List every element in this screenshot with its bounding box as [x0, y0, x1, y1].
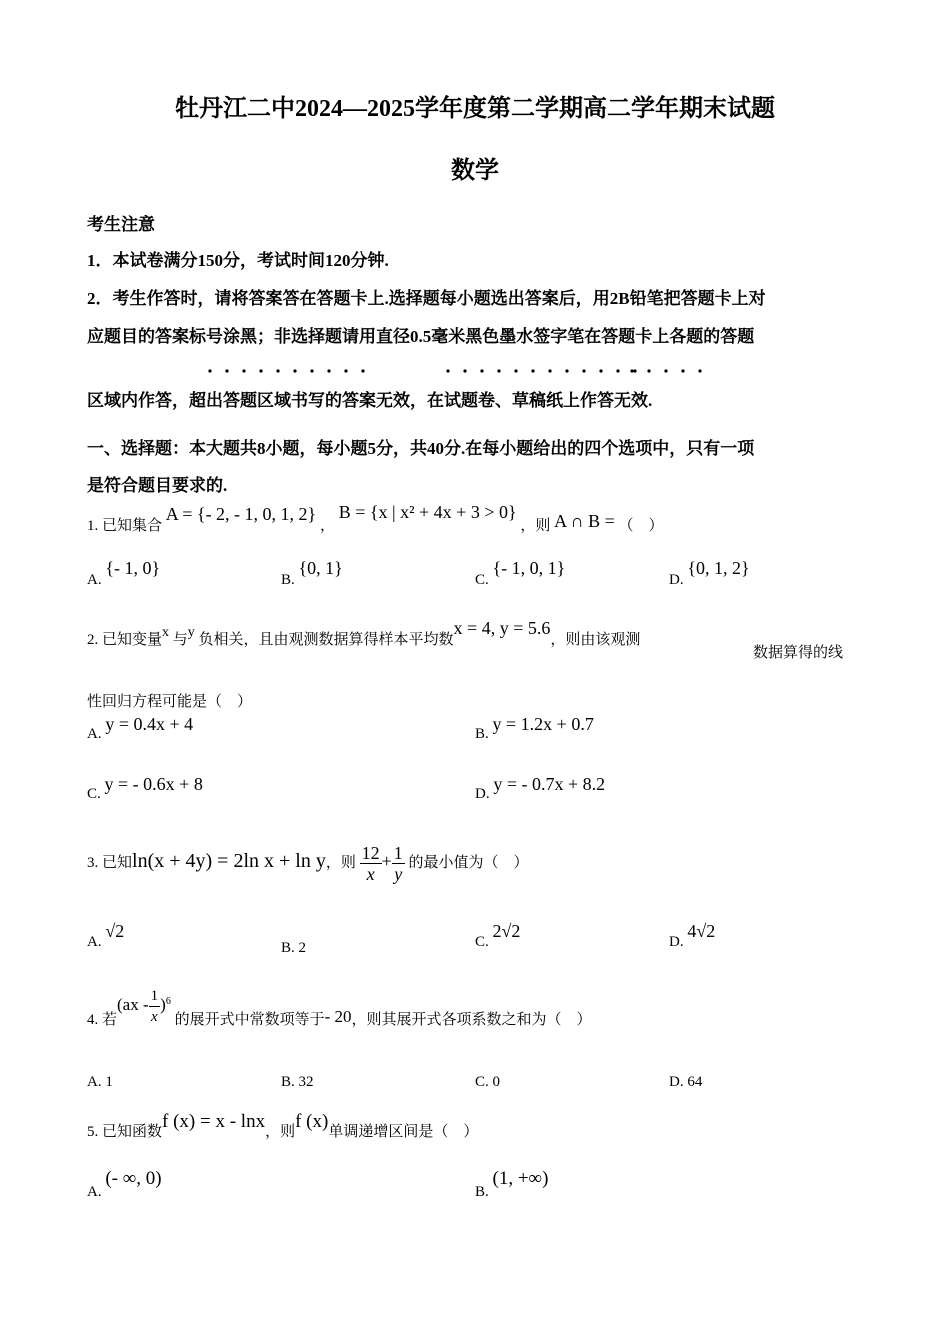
question-1: [87, 502, 664, 535]
option-label: B.: [281, 940, 295, 956]
q5-suffix: 单调递增区间是（ ）: [328, 1124, 479, 1140]
q5-prefix: 5. 已知函数: [87, 1124, 163, 1140]
q3-prefix: 3. 已知: [87, 854, 133, 871]
q5-option-b[interactable]: [475, 1168, 549, 1202]
frac-numerator: 1: [149, 986, 161, 1007]
q5-function: f (x) = x - lnx: [162, 1111, 266, 1132]
q1-set-b: B = {x | x² + 4x + 3 > 0}: [338, 502, 517, 522]
emphasis-dot: [582, 369, 585, 372]
q5-mid: ，则: [265, 1124, 296, 1140]
question-3: [87, 843, 529, 884]
q4-option-a[interactable]: [87, 1074, 113, 1091]
option-label: B.: [281, 1074, 295, 1090]
q3-equation: ln(x + 4y) = 2ln x + ln y: [132, 849, 326, 872]
q2-option-d[interactable]: [475, 774, 606, 803]
emphasis-dot: [565, 369, 568, 372]
emphasis-dot: [633, 369, 636, 372]
option-value: y = - 0.6x + 8: [104, 774, 203, 794]
emphasis-dot: [548, 369, 551, 372]
emphasis-dot: [497, 369, 500, 372]
option-label: C.: [475, 572, 489, 588]
q2-var-x: x: [162, 625, 170, 640]
q3-fraction-1: [360, 843, 382, 884]
option-label: B.: [281, 572, 295, 588]
emphasis-dots: [200, 367, 720, 375]
emphasis-dot: [531, 369, 534, 372]
q3-suffix: 的最小值为（ ）: [408, 854, 529, 871]
q1-option-c[interactable]: [475, 558, 566, 589]
q2-option-b[interactable]: [475, 714, 594, 743]
emphasis-dot: [361, 369, 364, 372]
option-label: A.: [87, 726, 102, 742]
section1-line1: 一、选择题：本大题共8小题，每小题5分，共40分.在每小题给出的四个选项中，只有一项: [87, 439, 755, 458]
q3-fraction-2: [392, 843, 405, 884]
q3-option-a[interactable]: [87, 921, 125, 951]
notice-heading: 考生注意: [87, 215, 155, 234]
option-value: y = - 0.7x + 8.2: [493, 774, 606, 794]
option-label: D.: [669, 1074, 684, 1090]
option-label: C.: [475, 934, 489, 950]
question-2: [87, 618, 641, 649]
q4-prefix: 4. 若: [87, 1011, 118, 1028]
q5-option-a[interactable]: [87, 1168, 162, 1202]
option-label: C.: [475, 1074, 489, 1090]
option-value: {0, 1, 2}: [687, 558, 750, 578]
q1-comma: ，: [319, 518, 335, 534]
frac-denominator: x: [366, 864, 375, 884]
q4-fraction: [149, 986, 161, 1027]
emphasis-dot: [664, 369, 667, 372]
emphasis-dot: [259, 369, 262, 372]
notice-item-2-line3: 区域内作答，超出答题区域书写的答案无效，在试题卷、草稿纸上作答无效.: [87, 391, 653, 410]
frac-denominator: x: [151, 1009, 158, 1025]
q2-option-c[interactable]: [87, 774, 203, 803]
option-label: D.: [475, 786, 490, 802]
q4-power: 6: [165, 995, 171, 1007]
q1-set-a: A = {- 2, - 1, 0, 1, 2}: [165, 504, 317, 524]
q1-option-d[interactable]: [669, 558, 750, 589]
option-label: D.: [669, 934, 684, 950]
frac-denominator: y: [394, 864, 403, 884]
option-label: A.: [87, 572, 102, 588]
option-label: B.: [475, 726, 489, 742]
q5-f: f (x): [295, 1111, 329, 1132]
q1-option-a[interactable]: [87, 558, 161, 589]
q4-option-c[interactable]: [475, 1074, 500, 1091]
q4-value: - 20: [324, 1006, 352, 1026]
option-value: 64: [687, 1074, 703, 1090]
option-value: 1: [105, 1074, 113, 1090]
option-label: B.: [475, 1184, 489, 1200]
notice-item-1: 1．本试卷满分150分，考试时间120分钟.: [87, 251, 389, 270]
emphasis-dot: [599, 369, 602, 372]
q1-mid: ，则: [520, 518, 551, 534]
option-value: {- 1, 0}: [105, 558, 161, 578]
option-value: (- ∞, 0): [105, 1168, 162, 1189]
q3-option-c[interactable]: [475, 921, 521, 951]
q3-option-d[interactable]: [669, 921, 716, 951]
option-value: {0, 1}: [298, 558, 343, 578]
q1-option-b[interactable]: [281, 558, 343, 589]
notice-item-2-line1: 2．考生作答时，请将答案答在答题卡上.选择题每小题选出答案后，用2B铅笔把答题卡上对: [87, 289, 766, 308]
q2-prefix: 2. 已知变量: [87, 632, 163, 648]
q4-suffix: ，则其展开式各项系数之和为（ ）: [351, 1011, 592, 1028]
frac-numerator: 1: [393, 843, 403, 863]
emphasis-dot: [208, 369, 211, 372]
q4-option-b[interactable]: [281, 1074, 314, 1091]
q4-text: 的展开式中常数项等于: [174, 1011, 325, 1028]
exam-title: 牡丹江二中2024—2025学年度第二学期高二学年期末试题: [175, 96, 775, 122]
emphasis-dot: [463, 369, 466, 372]
option-value: 2√2: [492, 921, 521, 941]
q4-option-d[interactable]: [669, 1074, 702, 1091]
q4-expr-left: (ax -: [117, 994, 149, 1014]
q2-text1: 负相关，且由观测数据算得样本平均数: [198, 632, 454, 648]
emphasis-dot: [616, 369, 619, 372]
q4-expr-right: ): [160, 994, 166, 1014]
option-value: 0: [492, 1074, 501, 1090]
question-5: [87, 1111, 479, 1142]
emphasis-dot: [276, 369, 279, 372]
option-label: A.: [87, 1184, 102, 1200]
option-value: y = 1.2x + 0.7: [492, 714, 594, 734]
option-value: y = 0.4x + 4: [105, 714, 194, 734]
option-label: C.: [87, 786, 101, 802]
q2-text2: ，则由该观测: [550, 632, 641, 648]
q1-expr: A ∩ B =: [554, 511, 615, 531]
emphasis-dot: [310, 369, 313, 372]
option-value: 4√2: [687, 921, 716, 941]
emphasis-dot: [698, 369, 701, 372]
emphasis-dot: [647, 369, 650, 372]
option-value: 2: [298, 940, 307, 956]
q1-blank: （ ）: [618, 518, 664, 534]
emphasis-dot: [293, 369, 296, 372]
emphasis-dot: [344, 369, 347, 372]
option-value: {- 1, 0, 1}: [492, 558, 566, 578]
emphasis-dot: [327, 369, 330, 372]
frac-numerator: 12: [361, 843, 380, 863]
emphasis-dot: [630, 369, 633, 372]
q2-option-a[interactable]: [87, 714, 194, 743]
option-value: 32: [298, 1074, 314, 1090]
emphasis-dot: [480, 369, 483, 372]
emphasis-dot: [225, 369, 228, 372]
subject-title: 数学: [451, 158, 499, 184]
option-value: (1, +∞): [492, 1168, 549, 1189]
emphasis-dot: [446, 369, 449, 372]
emphasis-dot: [514, 369, 517, 372]
q2-means: x = 4, y = 5.6: [453, 618, 551, 638]
q3-plus: +: [381, 850, 392, 871]
notice-item-2-line2: 应题目的答案标号涂黑；非选择题请用直径0.5毫米黑色墨水签字笔在答题卡上各题的答题: [87, 327, 755, 346]
q2-and: 与: [172, 632, 188, 648]
option-label: A.: [87, 934, 102, 950]
emphasis-dot: [242, 369, 245, 372]
emphasis-dot: [681, 369, 684, 372]
question-4: [87, 986, 592, 1027]
q2-var-y: y: [187, 625, 195, 640]
option-label: A.: [87, 1074, 102, 1090]
q2-text3: 数据算得的线: [753, 645, 844, 661]
option-value: √2: [105, 921, 125, 941]
option-label: D.: [669, 572, 684, 588]
q1-prefix: 1. 已知集合: [87, 518, 163, 534]
q2-line2: 性回归方程可能是（ ）: [87, 694, 253, 710]
q3-mid: ，则: [325, 854, 356, 871]
section1-line2: 是符合题目要求的.: [87, 476, 228, 495]
q3-option-b[interactable]: [281, 940, 306, 957]
